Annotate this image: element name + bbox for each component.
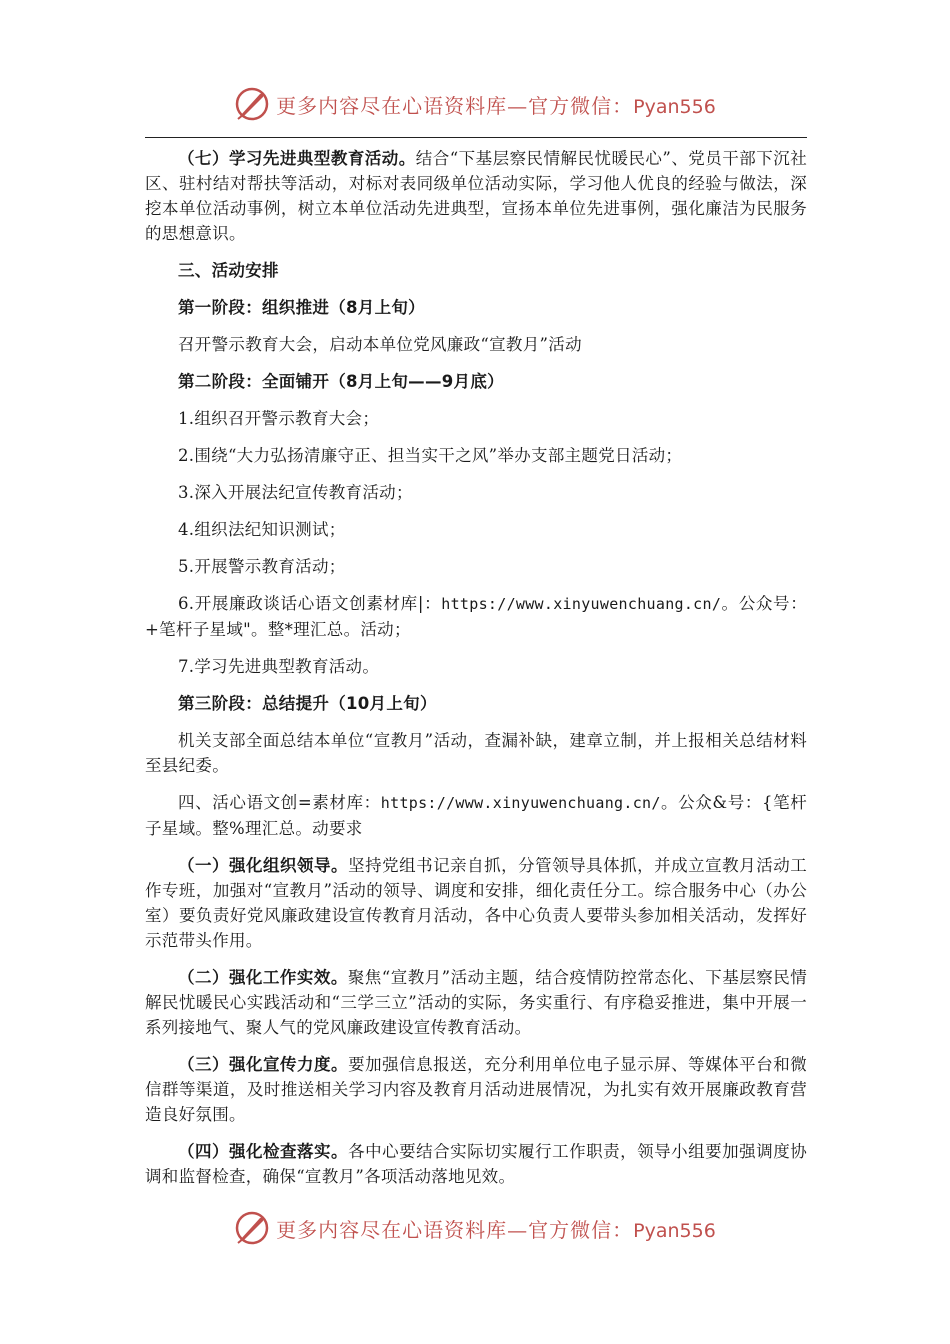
list-item: 2.围绕“大力弘扬清廉守正、担当实干之风”举办支部主题党日活动； bbox=[178, 446, 683, 465]
header-banner bbox=[0, 84, 950, 124]
requirement-1: （一）强化组织领导。坚持党组书记亲自抓，分管领导具体抓，并成立宣教月活动工作专班，加强对“宣教月”活动的领导、调度和安排，细化责任分工。综合服务中心（办公室）要负责好党风廉政建设宣传教育月活动，各中心负责人要带头参加相关活动，发挥好示范带头作用。 bbox=[145, 856, 807, 950]
banner-text: 更多内容尽在心语资料库—官方微信：Pyan556 bbox=[276, 1217, 716, 1242]
requirement-4: （四）强化检查落实。各中心要结合实际切实履行工作职责，领导小组要加强调度协调和监督检查，确保“宣教月”各项活动落地见效。 bbox=[145, 1142, 807, 1186]
quill-logo-icon bbox=[234, 1210, 270, 1246]
section-3-heading: 三、活动安排 bbox=[178, 261, 279, 280]
stage-3-text: 机关支部全面总结本单位“宣教月”活动，查漏补缺，建章立制，并上报相关总结材料至县纪委。 bbox=[145, 731, 807, 775]
stage-3-heading: 第三阶段：总结提升（10月上旬） bbox=[178, 694, 437, 713]
document-body bbox=[145, 146, 807, 1201]
stage-1-text: 召开警示教育大会，启动本单位党风廉政“宣教月”活动 bbox=[178, 335, 582, 354]
footer-banner bbox=[0, 1208, 950, 1248]
list-item: 4.组织法纪知识测试； bbox=[178, 520, 346, 539]
list-item: 1.组织召开警示教育大会； bbox=[178, 409, 380, 428]
requirement-3: （三）强化宣传力度。要加强信息报送，充分利用单位电子显示屏、等媒体平台和微信群等渠道，及时推送相关学习内容及教育月活动进展情况，为扎实有效开展廉政教育营造良好氛围。 bbox=[145, 1055, 807, 1124]
list-item: 6.开展廉政谈话心语文创素材库|：https://www.xinyuwenchuang.cn/。公众号：+笔杆子星域"。整*理汇总。活动； bbox=[145, 594, 808, 639]
quill-logo-icon bbox=[234, 86, 270, 122]
list-item: 5.开展警示教育活动； bbox=[178, 557, 346, 576]
header-rule bbox=[145, 137, 807, 138]
banner-text: 更多内容尽在心语资料库—官方微信：Pyan556 bbox=[276, 93, 716, 118]
stage-2-heading: 第二阶段：全面铺开（8月上旬——9月底） bbox=[178, 372, 504, 391]
list-item: 3.深入开展法纪宣传教育活动； bbox=[178, 483, 413, 502]
requirement-2: （二）强化工作实效。聚焦“宣教月”活动主题，结合疫情防控常态化、下基层察民情解民忧暖民心实践活动和“三学三立”活动的实际，务实重行、有序稳妥推进，集中开展一系列接地气、聚人气的党风廉政建设宣传教育活动。 bbox=[145, 968, 808, 1037]
stage-1-heading: 第一阶段：组织推进（8月上旬） bbox=[178, 298, 425, 317]
section-4-heading: 四、活心语文创=素材库：https://www.xinyuwenchuang.cn/。公众&号：{笔杆子星域。整%理汇总。动要求 bbox=[145, 793, 807, 838]
list-item: 7.学习先进典型教育活动。 bbox=[178, 657, 380, 676]
paragraph-7: （七）学习先进典型教育活动。结合“下基层察民情解民忧暖民心”、党员干部下沉社区、驻村结对帮扶等活动，对标对表同级单位活动实际，学习他人优良的经验与做法，深挖本单位活动事例，树立本单位活动先进典型，宣扬本单位先进事例，强化廉洁为民服务的思想意识。 bbox=[145, 149, 807, 243]
